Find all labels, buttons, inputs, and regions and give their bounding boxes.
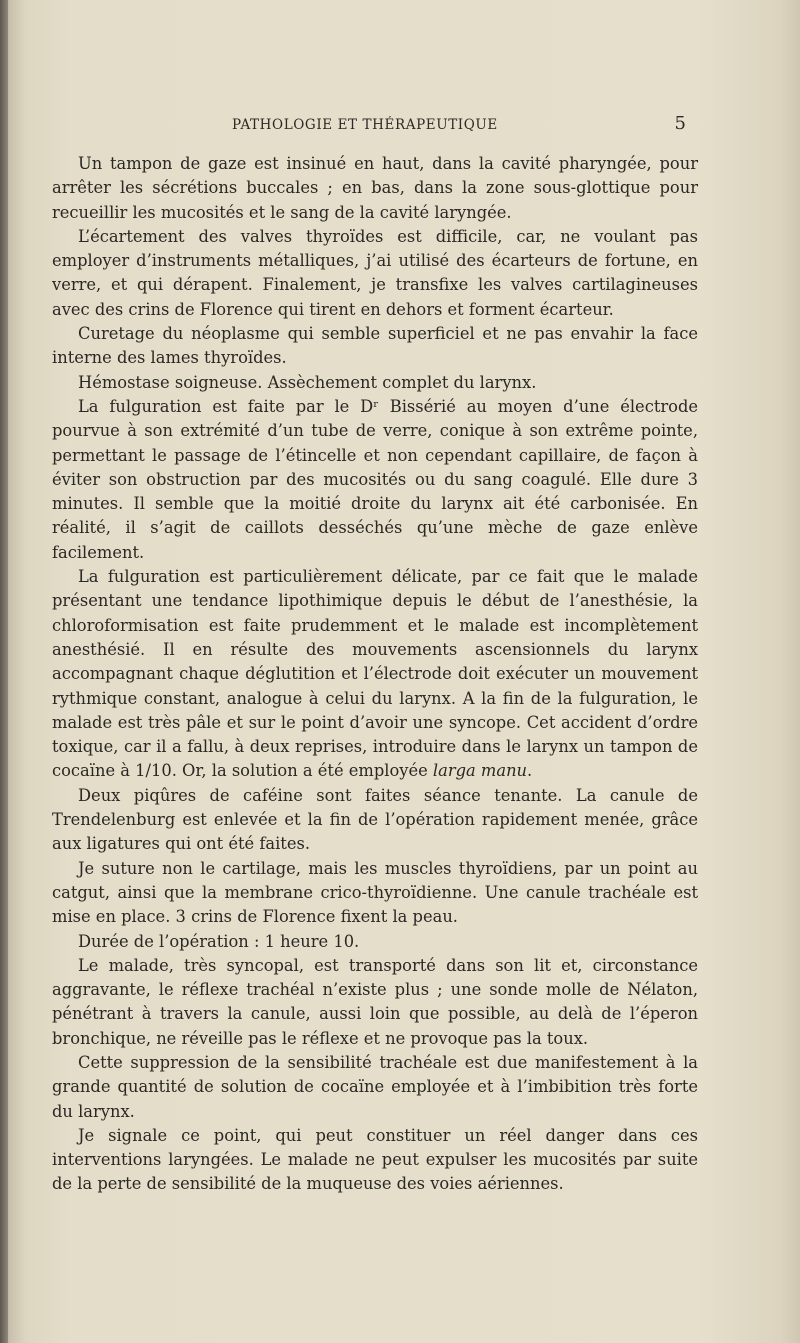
paragraph-malade: Le malade, très syncopal, est transporté dans son lit et, circonstance aggravante, le réflexe trachéal n’existe plus ; une sonde molle de Nélaton, pénétrant à travers la canule, aussi loin que possible, au delà de l’éperon bronchique, ne réveille pas le réflexe et ne provoque pas la toux. — [52, 955, 698, 1048]
page-number: 5 — [674, 113, 686, 134]
paragraph-curetage: Curetage du néoplasme qui semble superficiel et ne pas envahir la face interne des lames thyroïdes. — [52, 324, 698, 368]
running-title: PATHOLOGIE ET THÉRAPEUTIQUE — [232, 117, 498, 133]
paragraph-fulguration-delicate-text: La fulguration est particulièrement délicate, par ce fait que le malade présentant une tendance lipothimique depuis le début de l’anesthésie, la chloroformisation est faite prudemment et le malade est incomplètement anesthésié. Il en résulte des mouvements ascensionnels du larynx accompagnant chaque déglutition et l’électrode doit exécuter un mouvement rythmique constant, analogue à celui du larynx. A la fin de la fulguration, le malade est très pâle et sur le point d’avoir une syncope. Cet accident d’ordre toxique, car il a fallu, à deux reprises, introduire dans le larynx un tampon de cocaïne à 1/10. Or, la solution a été employée — [52, 567, 698, 781]
paragraph-duree: Durée de l’opération : 1 heure 10. — [78, 931, 360, 951]
paragraph-tampon: Un tampon de gaze est insinué en haut, dans la cavité pharyngée, pour arrêter les sécrétions buccales ; en bas, dans la zone sous-glottique pour recueillir les mucosités et le sang de la cavité laryngée. — [52, 154, 698, 222]
paragraph-suppression: Cette suppression de la sensibilité trachéale est due manifestement à la grande quantité de solution de cocaïne employée et à l’imbibition très forte du larynx. — [52, 1052, 698, 1121]
paragraph-cafeine: Deux piqûres de caféine sont faites séance tenante. La canule de Trendelenburg est enlevée et la fin de l’opération rapidement menée, grâce aux ligatures qui ont été faites. — [52, 785, 698, 854]
body-text — [52, 152, 698, 1197]
italic-phrase: larga manu — [432, 761, 528, 781]
paragraph-signale: Je signale ce point, qui peut constituer un réel danger dans ces interventions laryngées. Le malade ne peut expulser les mucosités par suite de la perte de sensibilité de la muqueuse des voies aériennes. — [52, 1125, 698, 1194]
paragraph-suture: Je suture non le cartilage, mais les muscles thyroïdiens, par un point au catgut, ainsi que la membrane crico-thyroïdienne. Une canule trachéale est mise en place. 3 crins de Florence fixent la peau. — [52, 858, 698, 927]
paragraph-hemostase: Hémostase soigneuse. Assèchement complet du larynx. — [78, 372, 537, 392]
paragraph-ecartement: L’écartement des valves thyroïdes est difficile, car, ne voulant pas employer d’instruments métalliques, j’ai utilisé des écarteurs de fortune, en verre, et qui dérapent. Finalement, je transfixe les valves cartilagineuses avec des crins de Florence qui tirent en dehors et forment écarteur. — [52, 226, 698, 319]
paragraph-fulguration-delicate: La fulguration est particulièrement délicate, par ce fait que le malade présentant une tendance lipothimique depuis le début de l’anesthésie, la chloroformisation est faite prudemment et le malade est incomplètement anesthésié. Il en résulte des mouvements ascensionnels du larynx accompagnant chaque déglutition et l’électrode doit exécuter un mouvement rythmique constant, analogue à celui du larynx. A la fin de la fulguration, le malade est très pâle et sur le point d’avoir une syncope. Cet accident d’ordre toxique, car il a fallu, à deux reprises, introduire dans le larynx un tampon de cocaïne à 1/10. Or, la solution a été employée larga manu. — [52, 567, 698, 781]
paragraph-fulguration: La fulguration est faite par le Dʳ Bissérié au moyen d’une électrode pourvue à son extrémité d’un tube de verre, conique à son extrême pointe, permettant le passage de l’étincelle et non cependant capillaire, de façon à éviter son obstruction par des mucosités ou du sang coagulé. Elle dure 3 minutes. Il semble que la moitié droite du larynx ait été carbonisée. En réalité, il s’agit de caillots desséchés qu’une mèche de gaze enlève facilement. — [52, 396, 698, 562]
page-header — [52, 113, 692, 137]
